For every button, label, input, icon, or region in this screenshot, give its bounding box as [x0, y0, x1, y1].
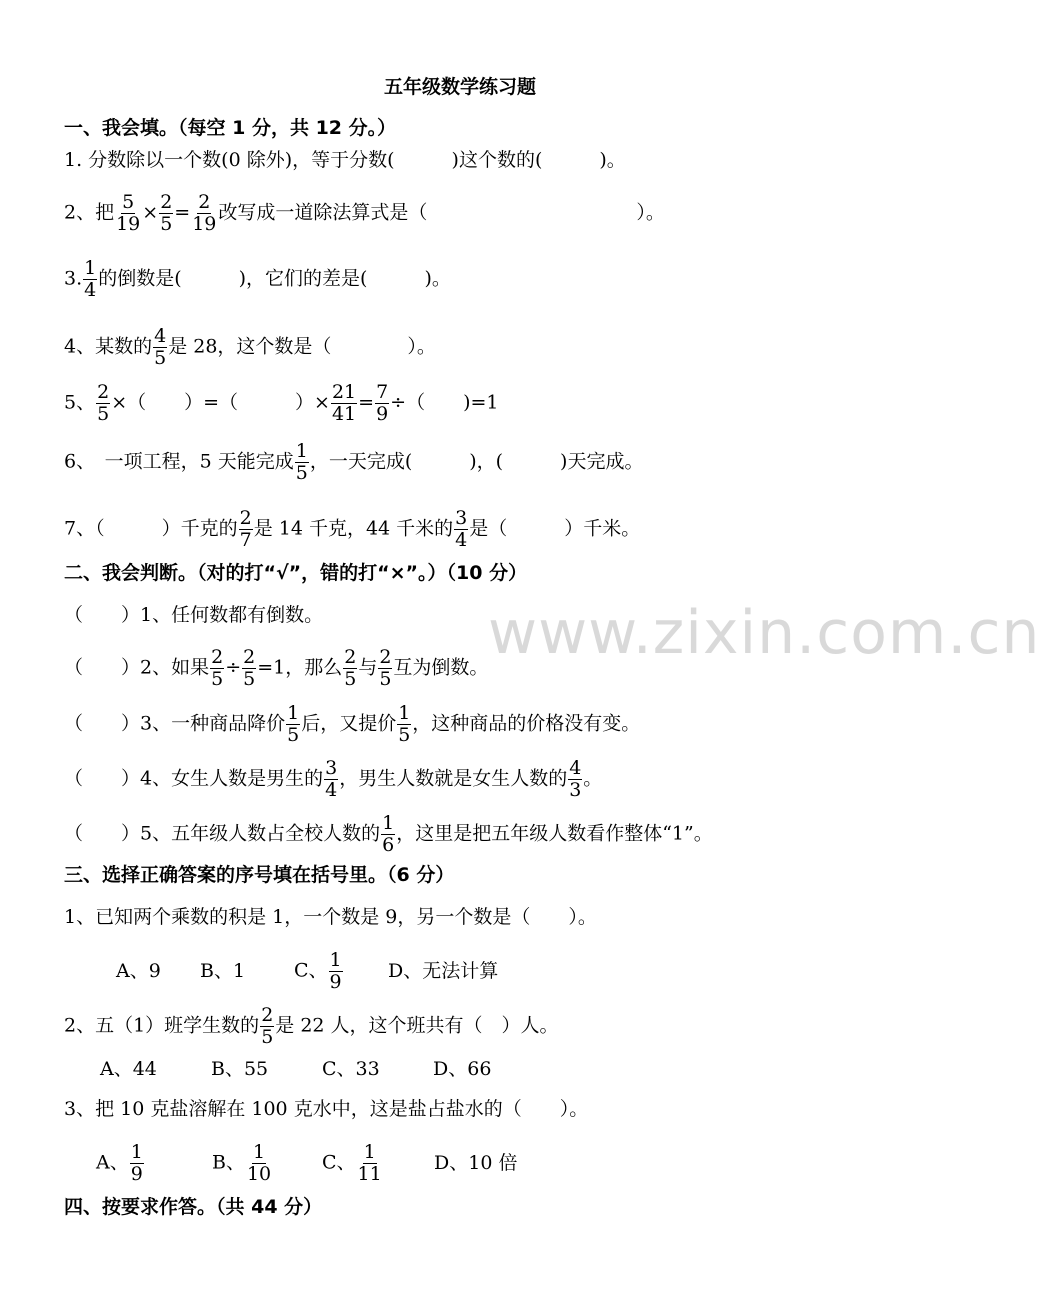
choice-1-options: A、9 B、1 C、 $\frac{1}{9}$ D、无法计算	[116, 949, 499, 993]
choice-2: 2、五（1）班学生数的 $\frac{2}{5}$ 是 22 人，这个班共有（ ）人。	[64, 1004, 559, 1048]
section-2-heading: 二、我会判断。（对的打“√”，错的打“×”。）（10 分）	[64, 562, 528, 584]
fraction: $\frac{1}{5}$	[295, 440, 308, 484]
fraction: $\frac{1}{9}$	[329, 949, 342, 993]
choice-3: 3、把 10 克盐溶解在 100 克水中，这是盐占盐水的（ ）。	[64, 1098, 589, 1120]
fraction: $\frac{2}{5}$	[379, 646, 392, 690]
fraction: $\frac{2}{5}$	[97, 381, 110, 425]
choice-3-options: A、 $\frac{1}{9}$ B、 $\frac{1}{10}$ C、 $\frac{1}{11}$ D、10 倍	[96, 1141, 518, 1185]
section-4-heading: 四、按要求作答。（共 44 分）	[64, 1196, 323, 1218]
fraction: $\frac{2}{5}$	[211, 646, 224, 690]
fraction: $\frac{1}{11}$	[357, 1141, 382, 1185]
judgement-2: （ ）2、如果 $\frac{2}{5}$ ÷ $\frac{2}{5}$ =1，那么 $\frac{2}{5}$ 与 $\frac{2}{5}$ 互为倒数。	[64, 646, 489, 690]
fraction: $\frac{3}{4}$	[325, 757, 338, 801]
fraction: $\frac{1}{5}$	[287, 702, 300, 746]
fraction: $\frac{1}{9}$	[130, 1141, 143, 1185]
fraction: $\frac{2}{5}$	[261, 1004, 274, 1048]
fraction: $\frac{7}{9}$	[376, 381, 389, 425]
fraction: $\frac{21}{41}$	[331, 381, 357, 425]
fraction: $\frac{4}{5}$	[154, 325, 167, 369]
fraction: $\frac{1}{6}$	[382, 812, 395, 856]
question-1-4: 4、某数的 $\frac{4}{5}$ 是 28，这个数是（ ）。	[64, 325, 436, 369]
fraction: $\frac{2}{19}$	[192, 191, 217, 235]
question-1-3: 3. $\frac{1}{4}$ 的倒数是( )，它们的差是( )。	[64, 257, 451, 301]
fraction: $\frac{2}{5}$	[243, 646, 256, 690]
fraction: $\frac{4}{3}$	[569, 757, 582, 801]
fraction: $\frac{5}{19}$	[116, 191, 141, 235]
judgement-1: （ ）1、任何数都有倒数。	[64, 604, 324, 626]
fraction: $\frac{2}{5}$	[160, 191, 173, 235]
fraction: $\frac{3}{4}$	[455, 507, 468, 551]
fraction: $\frac{1}{4}$	[84, 257, 97, 301]
choice-1: 1、已知两个乘数的积是 1，一个数是 9，另一个数是（ ）。	[64, 906, 597, 928]
section-1-heading: 一、我会填。（每空 1 分，共 12 分。）	[64, 117, 397, 139]
question-1-7: 7、（ ）千克的 $\frac{2}{7}$ 是 14 千克，44 千米的 $\frac{3}{4}$ 是（ ）千米。	[64, 507, 641, 551]
fraction: $\frac{1}{5}$	[398, 702, 411, 746]
page-title: 五年级数学练习题	[383, 76, 536, 98]
judgement-3: （ ）3、一种商品降价 $\frac{1}{5}$ 后，又提价 $\frac{1}{5}$ ，这种商品的价格没有变。	[64, 702, 641, 746]
fraction: $\frac{2}{7}$	[239, 507, 252, 551]
section-3-heading: 三、选择正确答案的序号填在括号里。（6 分）	[64, 864, 455, 886]
question-1-5: 5、 $\frac{2}{5}$ ×（ ）=（ ）× $\frac{21}{41}$ = $\frac{7}{9}$ ÷（ )=1	[64, 381, 499, 425]
question-1-2: 2、把 $\frac{5}{19}$ × $\frac{2}{5}$ = $\frac{2}{19}$ 改写成一道除法算式是（ ）。	[64, 191, 665, 235]
judgement-4: （ ）4、女生人数是男生的 $\frac{3}{4}$ ，男生人数就是女生人数的 $\frac{4}{3}$ 。	[64, 757, 603, 801]
question-1-1: 1. 分数除以一个数(0 除外)，等于分数( )这个数的( )。	[64, 149, 626, 171]
judgement-5: （ ）5、五年级人数占全校人数的 $\frac{1}{6}$ ，这里是把五年级人数看作整体“1”。	[64, 812, 713, 856]
question-1-6: 6、 一项工程，5 天能完成 $\frac{1}{5}$ ，一天完成( )，( )天完成。	[64, 440, 644, 484]
choice-2-options: A、44 B、55 C、33 D、66	[100, 1058, 492, 1080]
fraction: $\frac{1}{10}$	[246, 1141, 272, 1185]
fraction: $\frac{2}{5}$	[344, 646, 357, 690]
watermark: www.zixin.com.cn	[488, 598, 1040, 668]
